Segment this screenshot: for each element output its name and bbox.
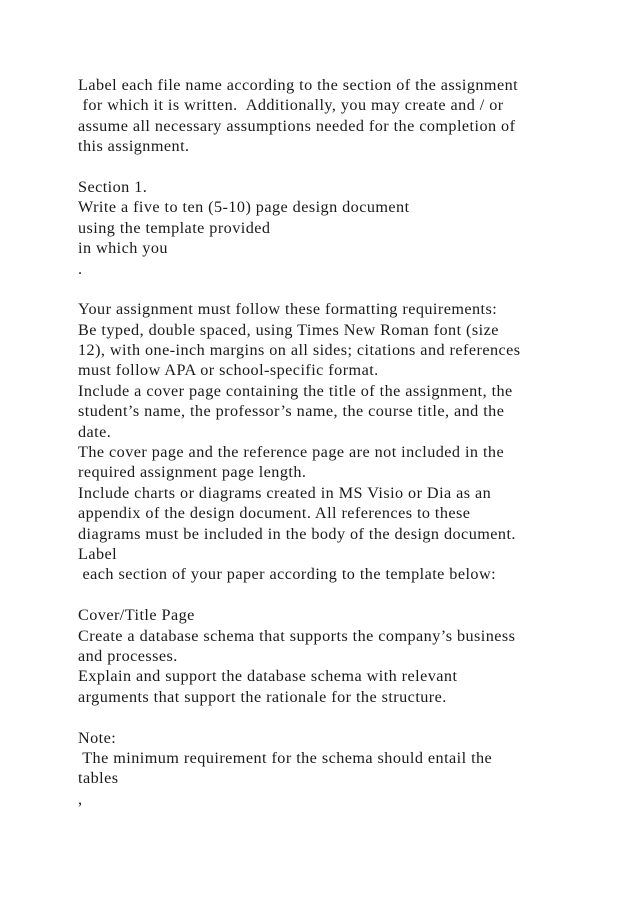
text-line: The cover page and the reference page are not included in the xyxy=(78,443,505,462)
text-line: . xyxy=(78,259,83,278)
text-line: and processes. xyxy=(78,646,178,665)
text-line: diagrams must be included in the body of the design document. xyxy=(78,524,516,543)
text-line: tables xyxy=(78,769,119,788)
text-line: The minimum requirement for the schema should entail the xyxy=(78,748,493,767)
text-line: required assignment page length. xyxy=(78,463,307,482)
text-line: Be typed, double spaced, using Times New Roman font (size xyxy=(78,320,499,339)
text-line: Write a five to ten (5-10) page design document xyxy=(78,198,410,217)
text-line: 12), with one-inch margins on all sides; citations and references xyxy=(78,341,521,360)
text-line: using the template provided xyxy=(78,218,271,237)
text-line: Create a database schema that supports the company’s business xyxy=(78,626,516,645)
text-line: Explain and support the database schema with relevant xyxy=(78,667,458,686)
text-line: , xyxy=(78,789,83,808)
section-heading: Cover/Title Page xyxy=(78,606,195,625)
text-line: date. xyxy=(78,422,112,441)
text-line: must follow APA or school-specific format. xyxy=(78,361,379,380)
text-line: arguments that support the rationale for the structure. xyxy=(78,687,447,706)
document-body xyxy=(78,75,618,809)
blank-line xyxy=(78,157,618,177)
text-line: each section of your paper according to the template below: xyxy=(78,565,497,584)
text-line: student’s name, the professor’s name, the course title, and the xyxy=(78,402,505,421)
blank-line xyxy=(78,585,618,605)
note-heading: Note: xyxy=(78,728,117,747)
text-line: Include a cover page containing the title of the assignment, the xyxy=(78,381,513,400)
text-line: Include charts or diagrams created in MS Visio or Dia as an xyxy=(78,483,492,502)
text-line: Label each file name according to the section of the assignment xyxy=(78,76,519,94)
text-line: this assignment. xyxy=(78,137,190,156)
text-line: appendix of the design document. All references to these xyxy=(78,504,471,523)
text-line: Label xyxy=(78,544,118,563)
text-line: in which you xyxy=(78,239,168,258)
text-line: for which it is written. Additionally, you may create and / or xyxy=(78,96,504,115)
text-line: Your assignment must follow these formatting requirements: xyxy=(78,300,498,319)
blank-line xyxy=(78,279,618,299)
section-heading: Section 1. xyxy=(78,177,148,196)
blank-line xyxy=(78,707,618,727)
text-line: assume all necessary assumptions needed for the completion of xyxy=(78,116,516,135)
